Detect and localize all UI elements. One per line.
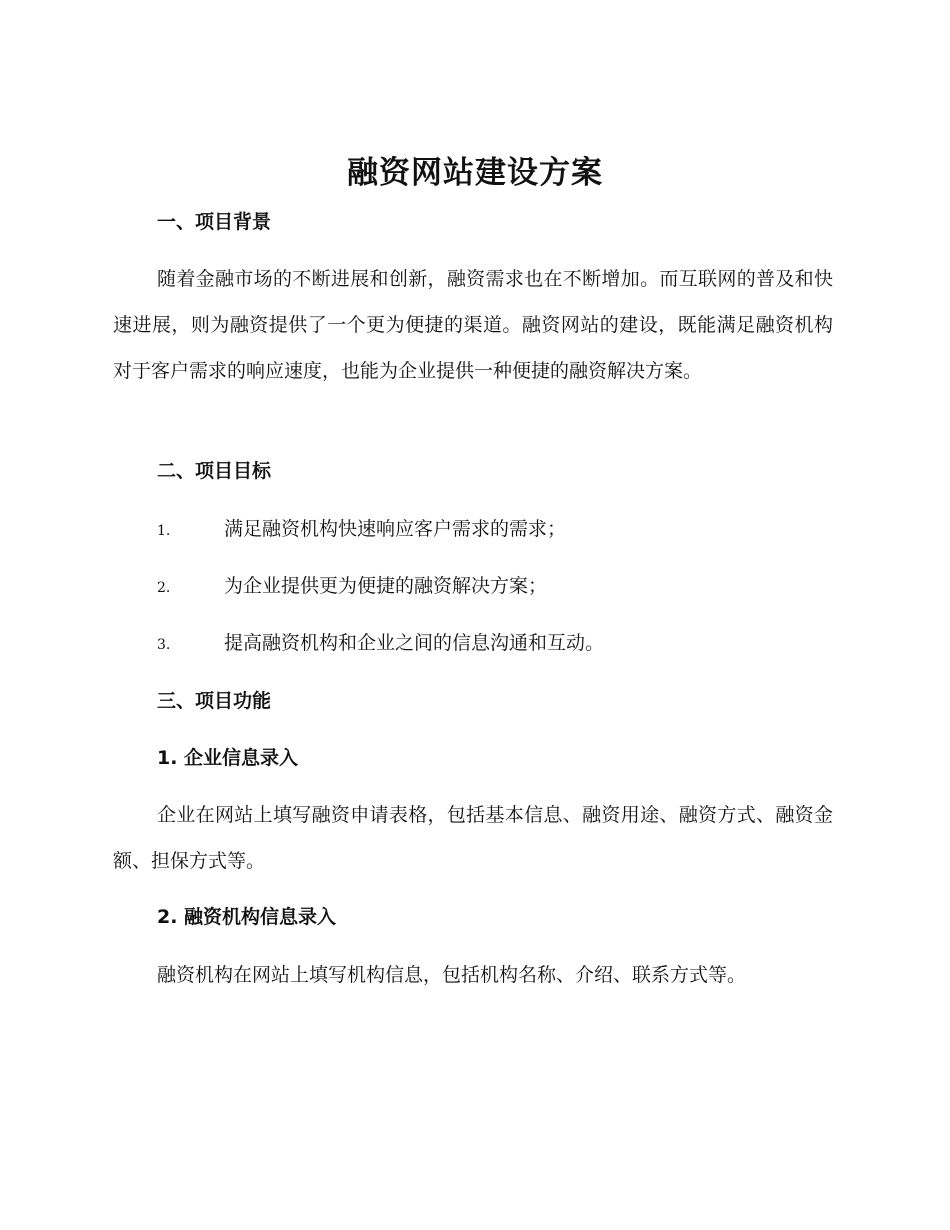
- subsection-heading-institution-info: 2. 融资机构信息录入: [157, 906, 337, 928]
- list-text: 满足融资机构快速响应客户需求的需求；: [224, 518, 567, 540]
- section-heading-background: 一、项目背景: [157, 211, 272, 233]
- section-heading-features: 三、项目功能: [157, 690, 272, 712]
- list-text: 提高融资机构和企业之间的信息沟通和互动。: [224, 632, 605, 654]
- list-number: 1.: [157, 523, 171, 539]
- list-number: 3.: [157, 637, 171, 653]
- background-paragraph: 随着金融市场的不断进展和创新，融资需求也在不断增加。而互联网的普及和快速进展，则为融资提供了一个更为便捷的渠道。融资网站的建设，既能满足融资机构对于客户需求的响应速度，也能为企业提供一种便捷的融资解决方案。: [113, 268, 833, 382]
- document-title: 融资网站建设方案: [347, 155, 603, 191]
- institution-info-paragraph: 融资机构在网站上填写机构信息，包括机构名称、介绍、联系方式等。: [157, 964, 747, 986]
- section-heading-goals: 二、项目目标: [157, 460, 272, 482]
- list-text: 为企业提供更为便捷的融资解决方案；: [224, 575, 548, 597]
- company-info-paragraph: 企业在网站上填写融资申请表格，包括基本信息、融资用途、融资方式、融资金额、担保方式等。: [113, 804, 833, 872]
- list-number: 2.: [157, 580, 171, 596]
- subsection-heading-company-info: 1. 企业信息录入: [157, 747, 299, 769]
